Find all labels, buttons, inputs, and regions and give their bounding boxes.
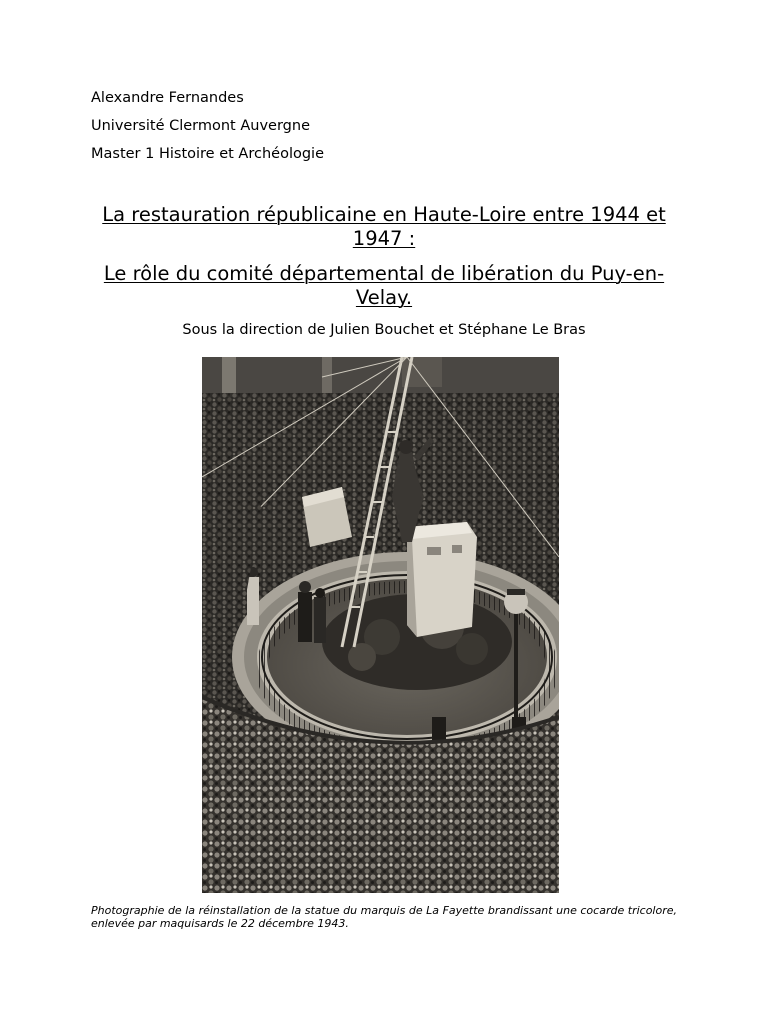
photo-caption: Photographie de la réinstallation de la statue du marquis de La Fayette brandissant une cocarde tricolore, enlevée par maquisards le 22 décembre 1943. (91, 904, 677, 930)
program-name: Master 1 Histoire et Archéologie (91, 146, 324, 162)
university-name: Université Clermont Auvergne (91, 118, 310, 134)
document-subtitle: Le rôle du comité départemental de libération du Puy-en-Velay. (103, 262, 665, 309)
photo-illustration (202, 357, 559, 893)
supervision-line: Sous la direction de Julien Bouchet et Stéphane Le Bras (182, 322, 586, 338)
statue-photograph (202, 357, 559, 893)
author-block (91, 84, 324, 168)
author-name: Alexandre Fernandes (91, 90, 244, 106)
document-title: La restauration républicaine en Haute-Loire entre 1944 et 1947 : (102, 203, 666, 250)
